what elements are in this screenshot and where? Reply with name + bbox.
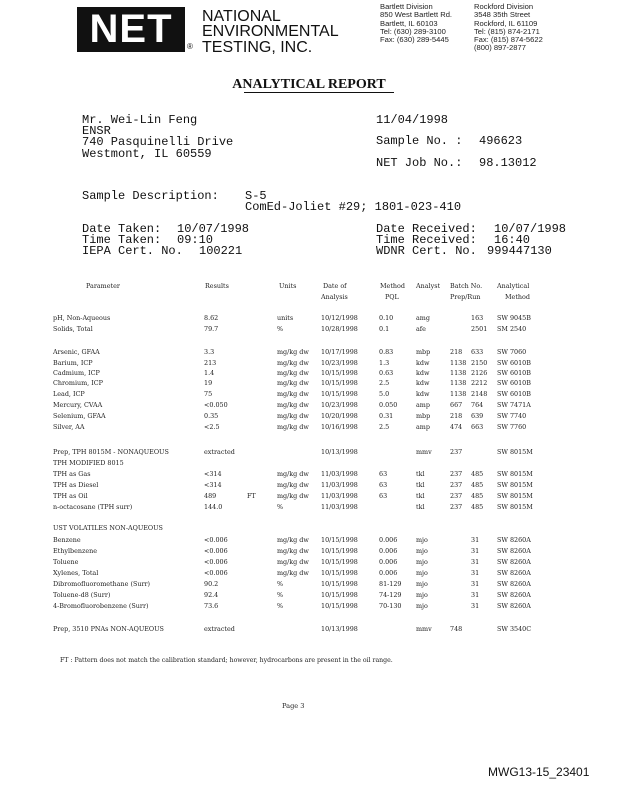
cell-method: SW 3540C bbox=[497, 625, 532, 633]
cell-batch-prep: 748 bbox=[450, 625, 463, 633]
col-header-method-l1: Method bbox=[380, 282, 405, 290]
cell-result: <314 bbox=[204, 470, 222, 478]
cell-units: mg/kg dw bbox=[277, 558, 309, 566]
iepa-cert-label: IEPA Cert. No. bbox=[82, 244, 183, 258]
net-logo: NET bbox=[77, 7, 185, 52]
cell-batch-prep: 237 bbox=[450, 503, 463, 511]
cell-date: 10/17/1998 bbox=[321, 348, 358, 356]
cell-units: mg/kg dw bbox=[277, 390, 309, 398]
cell-batch-run: 663 bbox=[471, 423, 484, 431]
cell-batch-run: 31 bbox=[471, 536, 480, 544]
cell-pql: 63 bbox=[379, 470, 388, 478]
cell-flag: FT bbox=[247, 492, 256, 500]
cell-method: SW 7471A bbox=[497, 401, 531, 409]
cell-parameter: Toluene bbox=[53, 558, 79, 566]
cell-parameter: TPH as Oil bbox=[53, 492, 88, 500]
cell-pql: 1.3 bbox=[379, 359, 390, 367]
col-header-batch-l2: Prep/Run bbox=[450, 293, 481, 301]
cell-analyst: mmv bbox=[416, 448, 432, 456]
cell-parameter: Silver, AA bbox=[53, 423, 85, 431]
cell-date: 10/15/1998 bbox=[321, 547, 358, 555]
cell-analyst: tkl bbox=[416, 470, 425, 478]
cell-analyst: mjo bbox=[416, 536, 428, 544]
cell-pql: 63 bbox=[379, 492, 388, 500]
cell-parameter: Barium, ICP bbox=[53, 359, 93, 367]
cell-date: 10/15/1998 bbox=[321, 369, 358, 377]
cell-method: SW 9045B bbox=[497, 314, 531, 322]
time-taken-label: Time Taken: bbox=[82, 233, 162, 247]
cell-method: SW 8260A bbox=[497, 558, 531, 566]
sample-no: 496623 bbox=[479, 134, 523, 148]
cell-pql: 70-130 bbox=[379, 602, 402, 610]
cell-batch-run: 2150 bbox=[471, 359, 488, 367]
page-number: Page 3 bbox=[282, 702, 305, 710]
report-date: 11/04/1998 bbox=[376, 113, 449, 127]
cell-date: 11/03/1998 bbox=[321, 503, 358, 511]
cell-batch-run: 31 bbox=[471, 558, 480, 566]
cell-units: mg/kg dw bbox=[277, 536, 309, 544]
cell-result: 90.2 bbox=[204, 580, 219, 588]
cell-date: 11/03/1998 bbox=[321, 481, 358, 489]
cell-analyst: kdw bbox=[416, 359, 430, 367]
cell-pql: 0.006 bbox=[379, 558, 398, 566]
iepa-cert-no: 100221 bbox=[199, 244, 243, 258]
cell-date: 10/23/1998 bbox=[321, 401, 358, 409]
cell-date: 10/15/1998 bbox=[321, 580, 358, 588]
cell-units: mg/kg dw bbox=[277, 369, 309, 377]
cell-method: SW 8260A bbox=[497, 569, 531, 577]
footnote: FT : Pattern does not match the calibration standard; however, hydrocarbons are present in the oil range. bbox=[60, 657, 393, 664]
cell-units: mg/kg dw bbox=[277, 423, 309, 431]
cell-analyst: tkl bbox=[416, 481, 425, 489]
wdnr-cert-no: 999447130 bbox=[487, 244, 552, 258]
cell-result: 8.62 bbox=[204, 314, 219, 322]
cell-result: 1.4 bbox=[204, 369, 215, 377]
cell-analyst: kdw bbox=[416, 369, 430, 377]
cell-date: 10/15/1998 bbox=[321, 379, 358, 387]
cell-date: 10/28/1998 bbox=[321, 325, 358, 333]
cell-method: SW 6010B bbox=[497, 369, 531, 377]
date-taken: 10/07/1998 bbox=[177, 222, 250, 236]
cell-result: 79.7 bbox=[204, 325, 219, 333]
document-id: MWG13-15_23401 bbox=[488, 765, 590, 779]
col-header-units: Units bbox=[279, 282, 297, 290]
cell-batch-run: 2501 bbox=[471, 325, 488, 333]
cell-analyst: amp bbox=[416, 423, 430, 431]
cell-parameter: UST VOLATILES NON-AQUEOUS bbox=[53, 524, 163, 532]
cell-analyst: mjo bbox=[416, 558, 428, 566]
cell-batch-prep: 474 bbox=[450, 423, 463, 431]
cell-method: SW 6010B bbox=[497, 390, 531, 398]
cell-pql: 0.006 bbox=[379, 569, 398, 577]
cell-batch-run: 2148 bbox=[471, 390, 488, 398]
cell-date: 11/03/1998 bbox=[321, 492, 358, 500]
cell-pql: 2.5 bbox=[379, 423, 390, 431]
cell-analyst: kdw bbox=[416, 379, 430, 387]
cell-method: SW 8260A bbox=[497, 591, 531, 599]
cell-date: 10/15/1998 bbox=[321, 536, 358, 544]
cell-pql: 74-129 bbox=[379, 591, 402, 599]
cell-parameter: n-octacosane (TPH surr) bbox=[53, 503, 133, 511]
cell-batch-run: 764 bbox=[471, 401, 484, 409]
cell-units: % bbox=[277, 580, 284, 588]
cell-batch-run: 31 bbox=[471, 569, 480, 577]
cell-result: <0.006 bbox=[204, 536, 228, 544]
cell-units: mg/kg dw bbox=[277, 412, 309, 420]
cell-analyst: kdw bbox=[416, 390, 430, 398]
cell-date: 10/15/1998 bbox=[321, 390, 358, 398]
cell-batch-prep: 1138 bbox=[450, 390, 467, 398]
cell-method: SW 8260A bbox=[497, 536, 531, 544]
col-header-date-l1: Date of bbox=[323, 282, 347, 290]
cell-parameter: Prep, 3510 PNAs NON-AQUEOUS bbox=[53, 625, 164, 633]
cell-method: SW 7740 bbox=[497, 412, 527, 420]
cell-method: SW 8015M bbox=[497, 470, 533, 478]
cell-analyst: mjo bbox=[416, 580, 428, 588]
cell-result: 213 bbox=[204, 359, 217, 367]
sample-desc-2: ComEd-Joliet #29; 1801-023-410 bbox=[245, 200, 462, 214]
cell-result: extracted bbox=[204, 625, 235, 633]
cell-units: % bbox=[277, 602, 284, 610]
cell-analyst: tkl bbox=[416, 503, 425, 511]
cell-result: <2.5 bbox=[204, 423, 220, 431]
cell-parameter: TPH as Gas bbox=[53, 470, 91, 478]
cell-parameter: Prep, TPH 8015M - NONAQUEOUS bbox=[53, 448, 169, 456]
cell-date: 10/15/1998 bbox=[321, 558, 358, 566]
cell-units: mg/kg dw bbox=[277, 379, 309, 387]
cell-pql: 63 bbox=[379, 481, 388, 489]
cell-parameter: pH, Non-Aqueous bbox=[53, 314, 111, 322]
sample-desc-1: S-5 bbox=[245, 189, 267, 203]
cell-analyst: mmv bbox=[416, 625, 432, 633]
registered-mark: ® bbox=[187, 42, 193, 51]
cell-pql: 2.5 bbox=[379, 379, 390, 387]
cell-units: mg/kg dw bbox=[277, 348, 309, 356]
cell-date: 10/15/1998 bbox=[321, 569, 358, 577]
cell-pql: 0.050 bbox=[379, 401, 398, 409]
cell-parameter: Xylenes, Total bbox=[53, 569, 99, 577]
col-header-batch-l1: Batch No. bbox=[450, 282, 483, 290]
cell-batch-run: 31 bbox=[471, 547, 480, 555]
cell-units: mg/kg dw bbox=[277, 359, 309, 367]
cell-batch-run: 31 bbox=[471, 602, 480, 610]
col-header-parameter: Parameter bbox=[86, 282, 120, 290]
cell-units: units bbox=[277, 314, 294, 322]
cell-pql: 0.10 bbox=[379, 314, 394, 322]
cell-date: 10/15/1998 bbox=[321, 591, 358, 599]
rockford-division-address: Rockford Division 3548 35th Street Rockford, IL 61109 Tel: (815) 874-2171 Fax: (815) 874-5622 (800) 897-2877 bbox=[474, 2, 543, 53]
cell-batch-prep: 1138 bbox=[450, 379, 467, 387]
cell-analyst: tkl bbox=[416, 492, 425, 500]
cell-batch-prep: 218 bbox=[450, 348, 463, 356]
cell-batch-prep: 237 bbox=[450, 470, 463, 478]
cell-units: % bbox=[277, 503, 284, 511]
cell-method: SW 6010B bbox=[497, 359, 531, 367]
date-taken-label: Date Taken: bbox=[82, 222, 162, 236]
col-header-analytical-l1: Analytical bbox=[497, 282, 530, 290]
cell-result: 144.0 bbox=[204, 503, 223, 511]
cell-method: SM 2540 bbox=[497, 325, 527, 333]
cell-parameter: Ethylbenzene bbox=[53, 547, 98, 555]
cell-pql: 0.31 bbox=[379, 412, 394, 420]
cell-result: 489 bbox=[204, 492, 217, 500]
cell-parameter: TPH MODIFIED 8015 bbox=[53, 459, 124, 467]
col-header-date-l2: Analysis bbox=[321, 293, 348, 301]
cell-method: SW 8260A bbox=[497, 580, 531, 588]
time-taken: 09:10 bbox=[177, 233, 214, 247]
cell-date: 10/12/1998 bbox=[321, 314, 358, 322]
date-received: 10/07/1998 bbox=[494, 222, 567, 236]
cell-method: SW 6010B bbox=[497, 379, 531, 387]
cell-batch-run: 485 bbox=[471, 470, 484, 478]
cell-pql: 5.0 bbox=[379, 390, 390, 398]
cell-result: extracted bbox=[204, 448, 235, 456]
client-company: ENSR bbox=[82, 124, 111, 138]
cell-parameter: 4-Bromofluorobenzene (Surr) bbox=[53, 602, 149, 610]
cell-date: 10/16/1998 bbox=[321, 423, 358, 431]
cell-method: SW 8015M bbox=[497, 448, 533, 456]
cell-analyst: mjo bbox=[416, 602, 428, 610]
cell-date: 10/13/1998 bbox=[321, 448, 358, 456]
col-header-analytical-l2: Method bbox=[505, 293, 530, 301]
cell-batch-run: 31 bbox=[471, 580, 480, 588]
cell-pql: 0.006 bbox=[379, 547, 398, 555]
cell-batch-run: 485 bbox=[471, 492, 484, 500]
company-name-line-3: TESTING, INC. bbox=[202, 39, 313, 56]
job-no-label: NET Job No.: bbox=[376, 156, 463, 170]
col-header-results: Results bbox=[205, 282, 229, 290]
cell-batch-prep: 237 bbox=[450, 492, 463, 500]
col-header-analyst: Analyst bbox=[416, 282, 441, 290]
cell-method: SW 8015M bbox=[497, 492, 533, 500]
cell-result: 3.3 bbox=[204, 348, 215, 356]
cell-batch-prep: 1138 bbox=[450, 369, 467, 377]
cell-analyst: mbp bbox=[416, 348, 431, 356]
cell-batch-run: 485 bbox=[471, 481, 484, 489]
cell-date: 10/20/1998 bbox=[321, 412, 358, 420]
cell-analyst: mbp bbox=[416, 412, 431, 420]
cell-batch-run: 31 bbox=[471, 591, 480, 599]
cell-units: mg/kg dw bbox=[277, 547, 309, 555]
cell-units: % bbox=[277, 325, 284, 333]
sample-desc-label: Sample Description: bbox=[82, 189, 219, 203]
cell-units: % bbox=[277, 591, 284, 599]
cell-parameter: Cadmium, ICP bbox=[53, 369, 100, 377]
cell-parameter: Solids, Total bbox=[53, 325, 93, 333]
cell-result: 92.4 bbox=[204, 591, 219, 599]
cell-units: mg/kg dw bbox=[277, 569, 309, 577]
cell-result: <0.050 bbox=[204, 401, 228, 409]
cell-analyst: afe bbox=[416, 325, 426, 333]
cell-batch-run: 163 bbox=[471, 314, 484, 322]
cell-result: <0.006 bbox=[204, 558, 228, 566]
cell-analyst: amg bbox=[416, 314, 430, 322]
cell-units: mg/kg dw bbox=[277, 401, 309, 409]
client-street: 740 Pasquinelli Drive bbox=[82, 135, 234, 149]
cell-method: SW 8260A bbox=[497, 602, 531, 610]
cell-date: 10/13/1998 bbox=[321, 625, 358, 633]
cell-result: <0.006 bbox=[204, 547, 228, 555]
cell-analyst: mjo bbox=[416, 547, 428, 555]
cell-method: SW 8015M bbox=[497, 503, 533, 511]
cell-pql: 0.63 bbox=[379, 369, 394, 377]
cell-analyst: amp bbox=[416, 401, 430, 409]
cell-result: 0.35 bbox=[204, 412, 219, 420]
job-no: 98.13012 bbox=[479, 156, 537, 170]
cell-result: 19 bbox=[204, 379, 213, 387]
company-name-line-1: NATIONAL bbox=[202, 8, 281, 25]
cell-parameter: Mercury, CVAA bbox=[53, 401, 103, 409]
cell-parameter: Dibromofluoromethane (Surr) bbox=[53, 580, 151, 588]
cell-batch-run: 639 bbox=[471, 412, 484, 420]
cell-pql: 81-129 bbox=[379, 580, 402, 588]
cell-batch-prep: 218 bbox=[450, 412, 463, 420]
date-received-label: Date Received: bbox=[376, 222, 477, 236]
cell-batch-prep: 237 bbox=[450, 448, 463, 456]
cell-pql: 0.1 bbox=[379, 325, 390, 333]
cell-method: SW 8015M bbox=[497, 481, 533, 489]
cell-analyst: mjo bbox=[416, 591, 428, 599]
col-header-method-l2: PQL bbox=[385, 293, 399, 301]
cell-units: mg/kg dw bbox=[277, 470, 309, 478]
cell-parameter: Toluene-d8 (Surr) bbox=[53, 591, 111, 599]
cell-result: 73.6 bbox=[204, 602, 219, 610]
company-name-line-2: ENVIRONMENTAL bbox=[202, 23, 339, 40]
client-name: Mr. Wei-Lin Feng bbox=[82, 113, 198, 127]
cell-units: mg/kg dw bbox=[277, 492, 309, 500]
cell-parameter: Arsenic, GFAA bbox=[53, 348, 100, 356]
cell-pql: 0.006 bbox=[379, 536, 398, 544]
cell-pql: 0.83 bbox=[379, 348, 394, 356]
cell-result: <0.006 bbox=[204, 569, 228, 577]
cell-parameter: Selenium, GFAA bbox=[53, 412, 106, 420]
time-received: 16:40 bbox=[494, 233, 531, 247]
sample-no-label: Sample No. : bbox=[376, 134, 463, 148]
cell-method: SW 7760 bbox=[497, 423, 527, 431]
cell-date: 10/15/1998 bbox=[321, 602, 358, 610]
cell-date: 10/23/1998 bbox=[321, 359, 358, 367]
cell-method: SW 7060 bbox=[497, 348, 527, 356]
title-underline bbox=[244, 92, 394, 93]
cell-method: SW 8260A bbox=[497, 547, 531, 555]
cell-analyst: mjo bbox=[416, 569, 428, 577]
cell-result: 75 bbox=[204, 390, 213, 398]
cell-date: 11/03/1998 bbox=[321, 470, 358, 478]
cell-batch-run: 485 bbox=[471, 503, 484, 511]
cell-parameter: Lead, ICP bbox=[53, 390, 85, 398]
cell-parameter: Benzene bbox=[53, 536, 81, 544]
cell-batch-prep: 667 bbox=[450, 401, 463, 409]
client-city: Westmont, IL 60559 bbox=[82, 147, 212, 161]
cell-batch-run: 2212 bbox=[471, 379, 488, 387]
wdnr-cert-label: WDNR Cert. No. bbox=[376, 244, 477, 258]
cell-parameter: Chromium, ICP bbox=[53, 379, 103, 387]
cell-batch-run: 2126 bbox=[471, 369, 488, 377]
cell-batch-prep: 237 bbox=[450, 481, 463, 489]
time-received-label: Time Received: bbox=[376, 233, 477, 247]
bartlett-division-address: Bartlett Division 850 West Bartlett Rd. Bartlett, IL 60103 Tel: (630) 289-3100 Fax: (630) 289-5445 bbox=[380, 2, 453, 45]
cell-result: <314 bbox=[204, 481, 222, 489]
cell-batch-run: 633 bbox=[471, 348, 484, 356]
cell-batch-prep: 1138 bbox=[450, 359, 467, 367]
cell-units: mg/kg dw bbox=[277, 481, 309, 489]
cell-parameter: TPH as Diesel bbox=[53, 481, 99, 489]
report-title: ANALYTICAL REPORT bbox=[232, 77, 386, 92]
